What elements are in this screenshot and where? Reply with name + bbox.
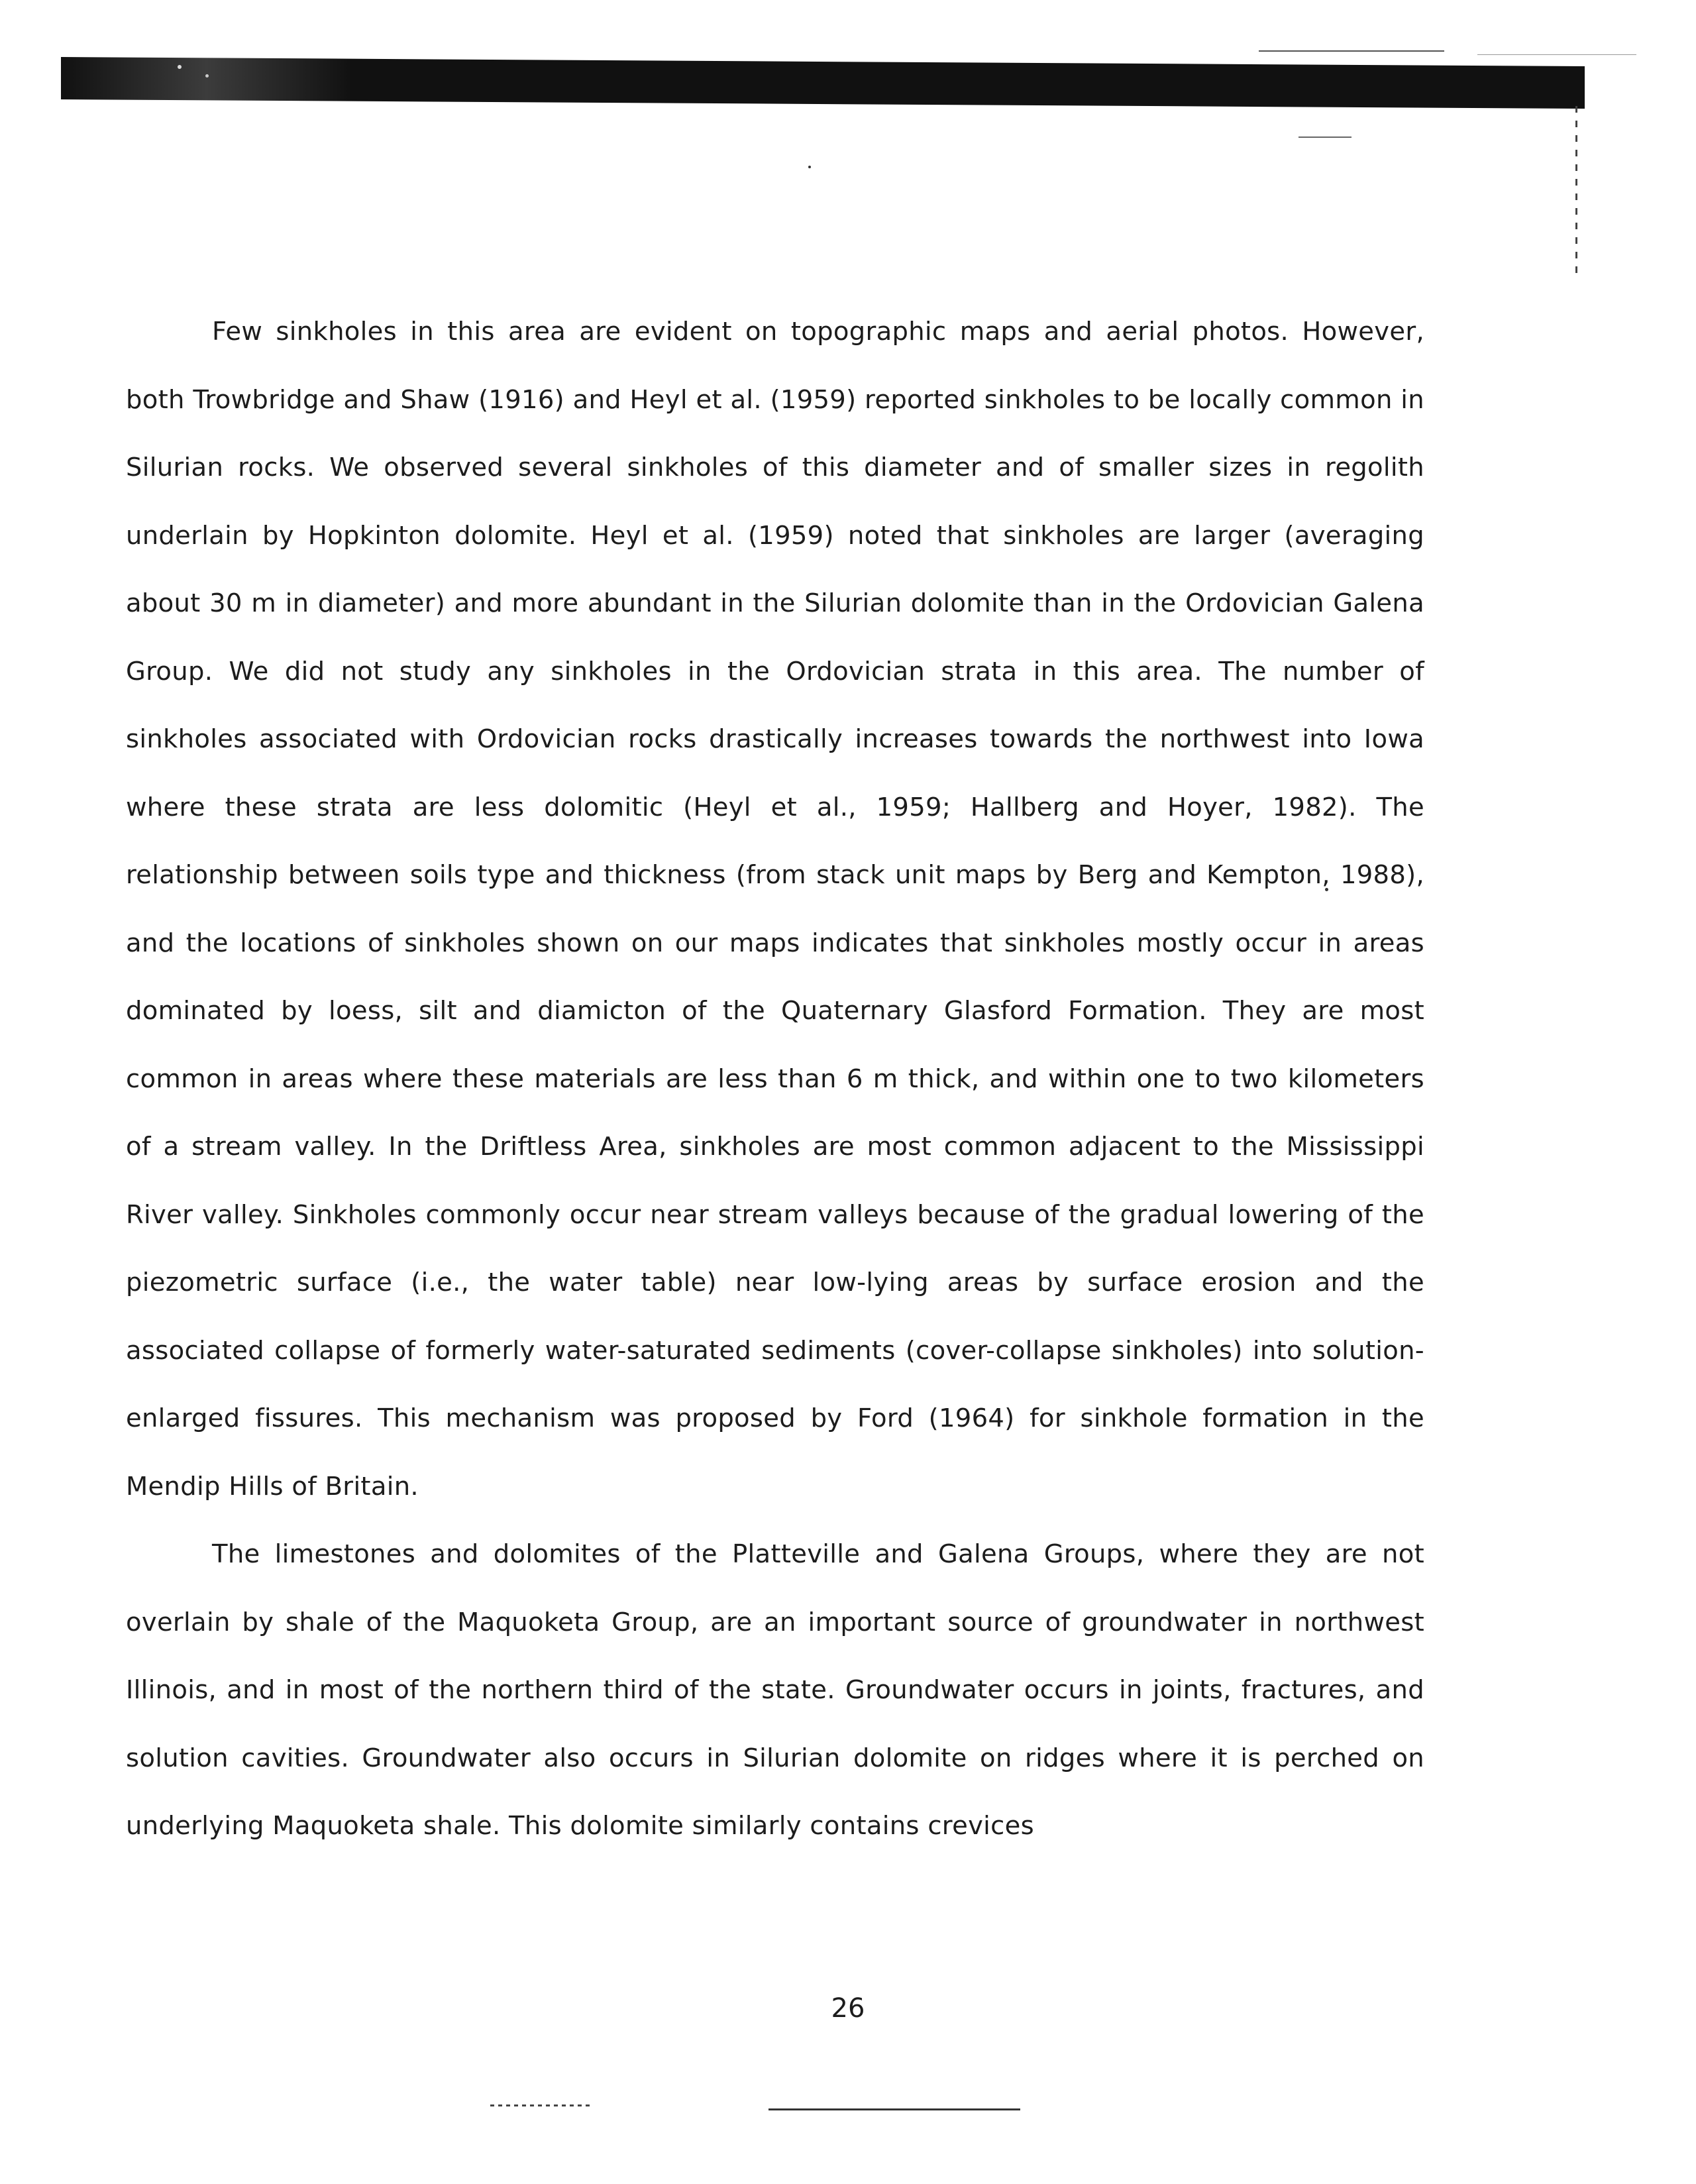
body-text xyxy=(126,298,1424,1861)
paragraph-2: The limestones and dolomites of the Platteville and Galena Groups, where they are not overlain by shale of the Maquoketa Group, are an important source of groundwater in northwest Illinois, and in most of the northern third of the state. Groundwater occurs in joints, fractures, and solution cavities. Groundwater also occurs in Silurian dolomite on ridges where it is perched on underlying Maquoketa shale. This dolomite similarly contains crevices xyxy=(126,1539,1424,1841)
scan-right-edge-mark xyxy=(1575,106,1577,278)
scan-speck xyxy=(808,166,811,168)
scan-speck xyxy=(178,65,182,69)
page-number: 26 xyxy=(831,1993,865,2024)
scan-top-rule xyxy=(1298,136,1352,138)
scan-top-rule xyxy=(1477,54,1636,55)
scan-speck xyxy=(205,74,209,78)
scan-top-rule xyxy=(1259,50,1444,52)
paragraph-1: Few sinkholes in this area are evident on topographic maps and aerial photos. However, both Trowbridge and Shaw (1916) and Heyl et al. (1959) reported sinkholes to be locally common in Silurian rocks. We observed several sinkholes of this diameter and of smaller sizes in regolith underlain by Hopkinton dolomite. Heyl et al. (1959) noted that sinkholes are larger (averaging about 30 m in diameter) and more abundant in the Silurian dolomite than in the Ordovician Galena Group. We did not study any sinkholes in the Ordovician strata in this area. The number of sinkholes associated with Ordovician rocks drastically increases towards the northwest into Iowa where these strata are less dolomitic (Heyl et al., 1959; Hallberg and Hoyer, 1982). The relationship between soils type and thickness (from stack unit maps by Berg and Kempton, 1988), and the locations of sinkholes shown on our maps indicates that sinkholes mostly occur in areas dominated by loess, silt and diamicton of the Quaternary Glasford Formation. They are most common in areas where these materials are less than 6 m thick, and within one to two kilometers of a stream valley. In the Driftless Area, sinkholes are most common adjacent to the Mississippi River valley. Sinkholes commonly occur near stream valleys because of the gradual lowering of the piezometric surface (i.e., the water table) near low-lying areas by surface erosion and the associated collapse of formerly water-saturated sediments (cover-collapse sinkholes) into solution-enlarged fissures. This mechanism was proposed by Ford (1964) for sinkhole formation in the Mendip Hills of Britain. xyxy=(126,317,1424,1502)
scan-bottom-noise xyxy=(768,2108,1020,2110)
scan-bottom-noise xyxy=(490,2104,590,2106)
scan-header-bar-fade xyxy=(61,57,352,101)
